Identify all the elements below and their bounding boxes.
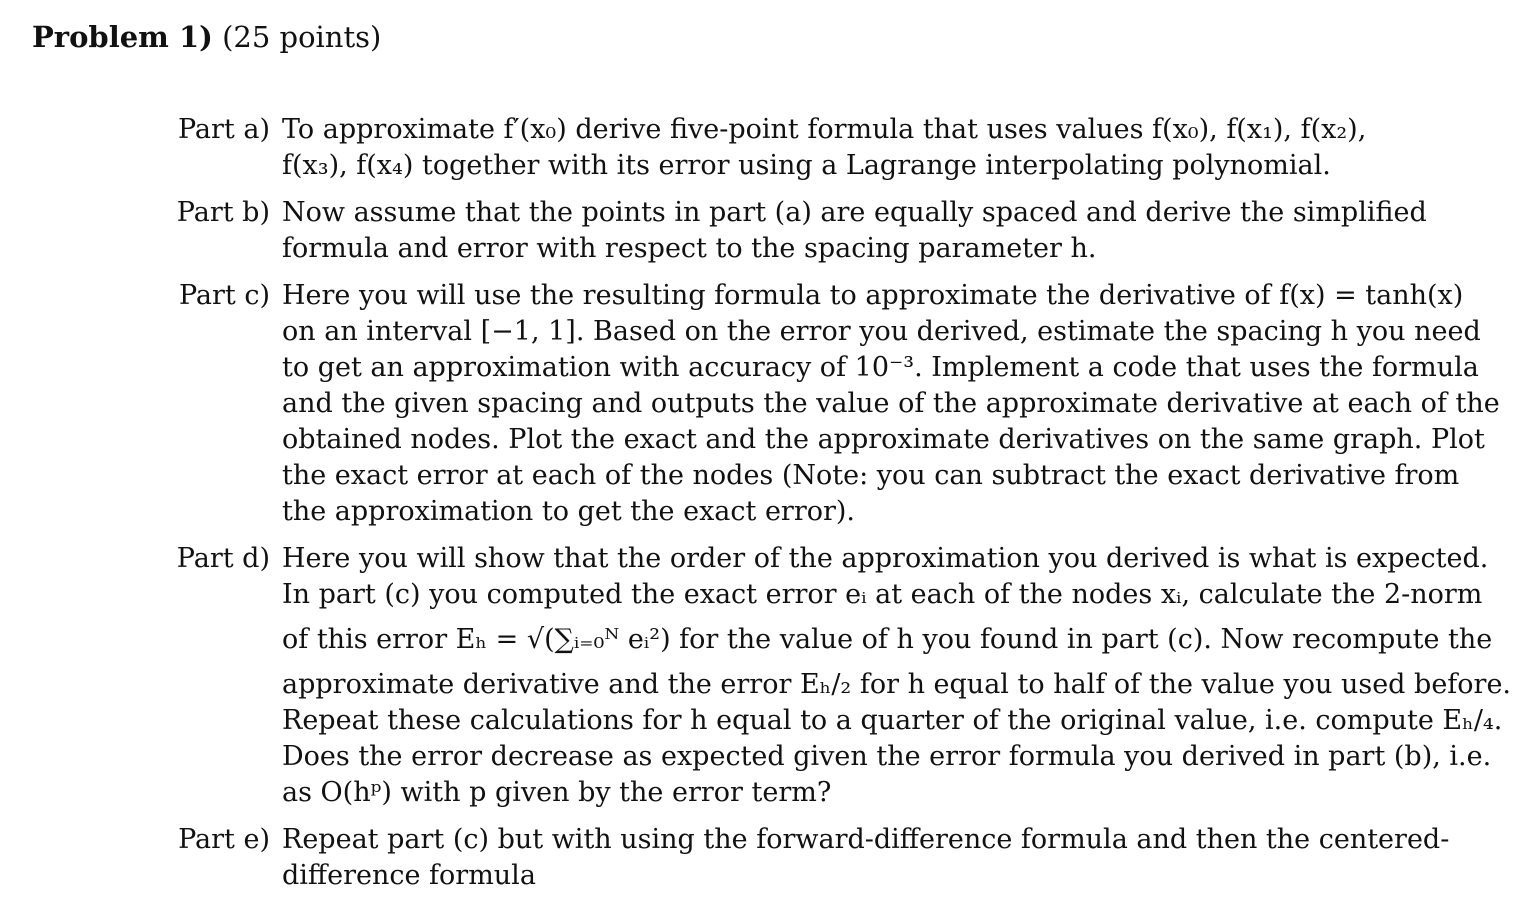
part-c-line-1: Here you will use the resulting formula to approximate the derivative of f(x) = tanh(x) (282, 280, 1464, 311)
part-b-label: Part b) (176, 197, 270, 228)
part-d-line-3: of this error Eₕ = √(∑ᵢ₌₀ᴺ eᵢ²) for the value of h you found in part (c). Now recompute the (282, 624, 1493, 655)
part-a-label: Part a) (177, 114, 270, 145)
part-d (170, 541, 1512, 811)
problem-title: Problem 1) (32, 20, 213, 54)
part-d-line-5: Repeat these calculations for h equal to a quarter of the original value, i.e. compute Eₕ/₄. (282, 705, 1503, 736)
part-a-line-1: To approximate f′(x₀) derive five-point formula that uses values f(x₀), f(x₁), f(x₂), (282, 114, 1367, 145)
part-c-line-5: obtained nodes. Plot the exact and the approximate derivatives on the same graph. Plot (282, 424, 1485, 455)
part-b-line-2: formula and error with respect to the spacing parameter h. (282, 233, 1097, 264)
part-a-text (282, 112, 1440, 184)
part-b (170, 195, 1440, 267)
part-b-line-1: Now assume that the points in part (a) are equally spaced and derive the simplified (282, 197, 1427, 228)
part-d-line-4: approximate derivative and the error Eₕ/₂ for h equal to half of the value you used before. (282, 669, 1512, 700)
part-c-line-4: and the given spacing and outputs the value of the approximate derivative at each of the (282, 388, 1500, 419)
part-e-text (282, 822, 1449, 894)
part-e-label: Part e) (178, 824, 270, 855)
part-a-line-2: f(x₃), f(x₄) together with its error using a Lagrange interpolating polynomial. (282, 150, 1331, 181)
part-c (170, 278, 1500, 530)
part-c-line-6: the exact error at each of the nodes (Note: you can subtract the exact derivative from (282, 460, 1460, 491)
part-c-line-2: on an interval [−1, 1]. Based on the error you derived, estimate the spacing h you need (282, 316, 1481, 347)
part-e (170, 822, 1450, 894)
part-d-line-1: Here you will show that the order of the approximation you derived is what is expected. (282, 543, 1489, 574)
part-c-label: Part c) (178, 280, 270, 311)
part-c-text (282, 278, 1500, 530)
part-e-line-1: Repeat part (c) but with using the forward-difference formula and then the centered- (282, 824, 1450, 855)
part-c-line-7: the approximation to get the exact error). (282, 496, 856, 527)
part-d-line-2: In part (c) you computed the exact error eᵢ at each of the nodes xᵢ, calculate the 2-norm (282, 579, 1483, 610)
parts-list (170, 112, 1512, 905)
problem-points: (25 points) (222, 20, 382, 54)
part-d-label: Part d) (176, 543, 270, 574)
part-d-line-7: as O(hᵖ) with p given by the error term? (282, 777, 832, 808)
part-c-line-3: to get an approximation with accuracy of 10⁻³. Implement a code that uses the formula (282, 352, 1479, 383)
part-d-line-6: Does the error decrease as expected given the error formula you derived in part (b), i.e. (282, 741, 1492, 772)
part-d-text (282, 541, 1511, 811)
part-e-line-2: difference formula (282, 860, 536, 891)
problem-heading (32, 18, 381, 56)
part-a (170, 112, 1440, 184)
part-b-text (282, 195, 1440, 267)
